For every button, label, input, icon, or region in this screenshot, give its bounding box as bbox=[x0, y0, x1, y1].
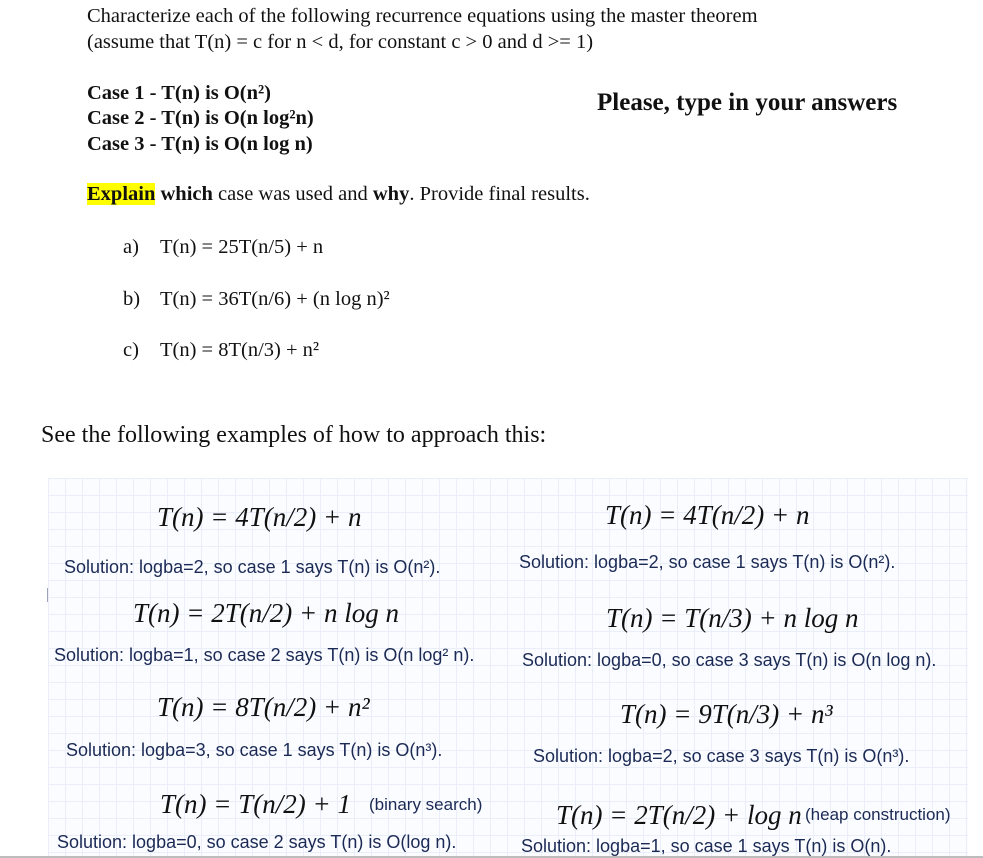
example-4-equation: T(n) = T(n/3) + n log n bbox=[606, 603, 859, 633]
example-4-solution: Solution: logba=0, so case 3 says T(n) is O(n log n). bbox=[522, 650, 937, 670]
example-5-solution: Solution: logba=3, so case 1 says T(n) is O(n³). bbox=[66, 740, 443, 760]
example-5-equation: T(n) = 8T(n/2) + n² bbox=[157, 692, 370, 722]
example-3-equation: T(n) = 2T(n/2) + n log n bbox=[133, 598, 399, 628]
example-1-solution: Solution: logba=2, so case 1 says T(n) is O(n²). bbox=[64, 557, 441, 577]
problem-c-label: c) bbox=[123, 339, 139, 361]
example-2-equation: T(n) = 4T(n/2) + n bbox=[605, 500, 810, 530]
intro-line-1: Characterize each of the following recurrence equations using the master theorem bbox=[87, 5, 758, 27]
explain-which: which bbox=[160, 183, 213, 205]
example-8-solution: Solution: logba=1, so case 1 says T(n) is O(n). bbox=[521, 836, 892, 856]
explain-tail: . Provide final results. bbox=[409, 183, 590, 205]
example-7-equation: T(n) = T(n/2) + 1 bbox=[160, 789, 351, 819]
example-1-equation: T(n) = 4T(n/2) + n bbox=[157, 502, 362, 532]
example-6-equation: T(n) = 9T(n/3) + n³ bbox=[620, 699, 833, 729]
problem-c bbox=[0, 339, 983, 367]
example-7-note: (binary search) bbox=[369, 795, 483, 814]
case-1-label: Case 1 - T(n) is O(n²) bbox=[87, 82, 272, 104]
problem-a-label: a) bbox=[123, 236, 139, 258]
example-8-note: (heap construction) bbox=[805, 805, 951, 824]
problem-b-label: b) bbox=[123, 288, 141, 310]
example-3-solution: Solution: logba=1, so case 2 says T(n) is O(n log² n). bbox=[54, 645, 475, 665]
examples-title: See the following examples of how to approach this: bbox=[41, 422, 547, 448]
case-3-label: Case 3 - T(n) is O(n log n) bbox=[87, 133, 313, 155]
problem-a bbox=[0, 236, 983, 264]
text-cursor bbox=[47, 588, 48, 602]
explain-highlight: Explain bbox=[87, 183, 156, 205]
explain-instruction bbox=[87, 183, 590, 206]
problem-b-expression: T(n) = 36T(n/6) + (n log n)² bbox=[160, 288, 390, 310]
answer-prompt: Please, type in your answers bbox=[597, 89, 898, 116]
example-8-equation: T(n) = 2T(n/2) + log n bbox=[556, 800, 802, 830]
example-6-solution: Solution: logba=2, so case 3 says T(n) is O(n³). bbox=[533, 746, 910, 766]
example-7-solution: Solution: logba=0, so case 2 says T(n) is O(log n). bbox=[57, 832, 457, 852]
example-2-solution: Solution: logba=2, so case 1 says T(n) is O(n²). bbox=[519, 552, 896, 572]
problem-b bbox=[0, 288, 983, 316]
explain-why: why bbox=[372, 183, 410, 205]
explain-mid: case was used and bbox=[212, 183, 373, 205]
case-2-label: Case 2 - T(n) is O(n log²n) bbox=[87, 107, 314, 129]
problem-c-expression: T(n) = 8T(n/3) + n² bbox=[160, 339, 320, 361]
problem-a-expression: T(n) = 25T(n/5) + n bbox=[160, 236, 324, 258]
intro-line-2: (assume that T(n) = c for n < d, for constant c > 0 and d >= 1) bbox=[87, 31, 594, 53]
